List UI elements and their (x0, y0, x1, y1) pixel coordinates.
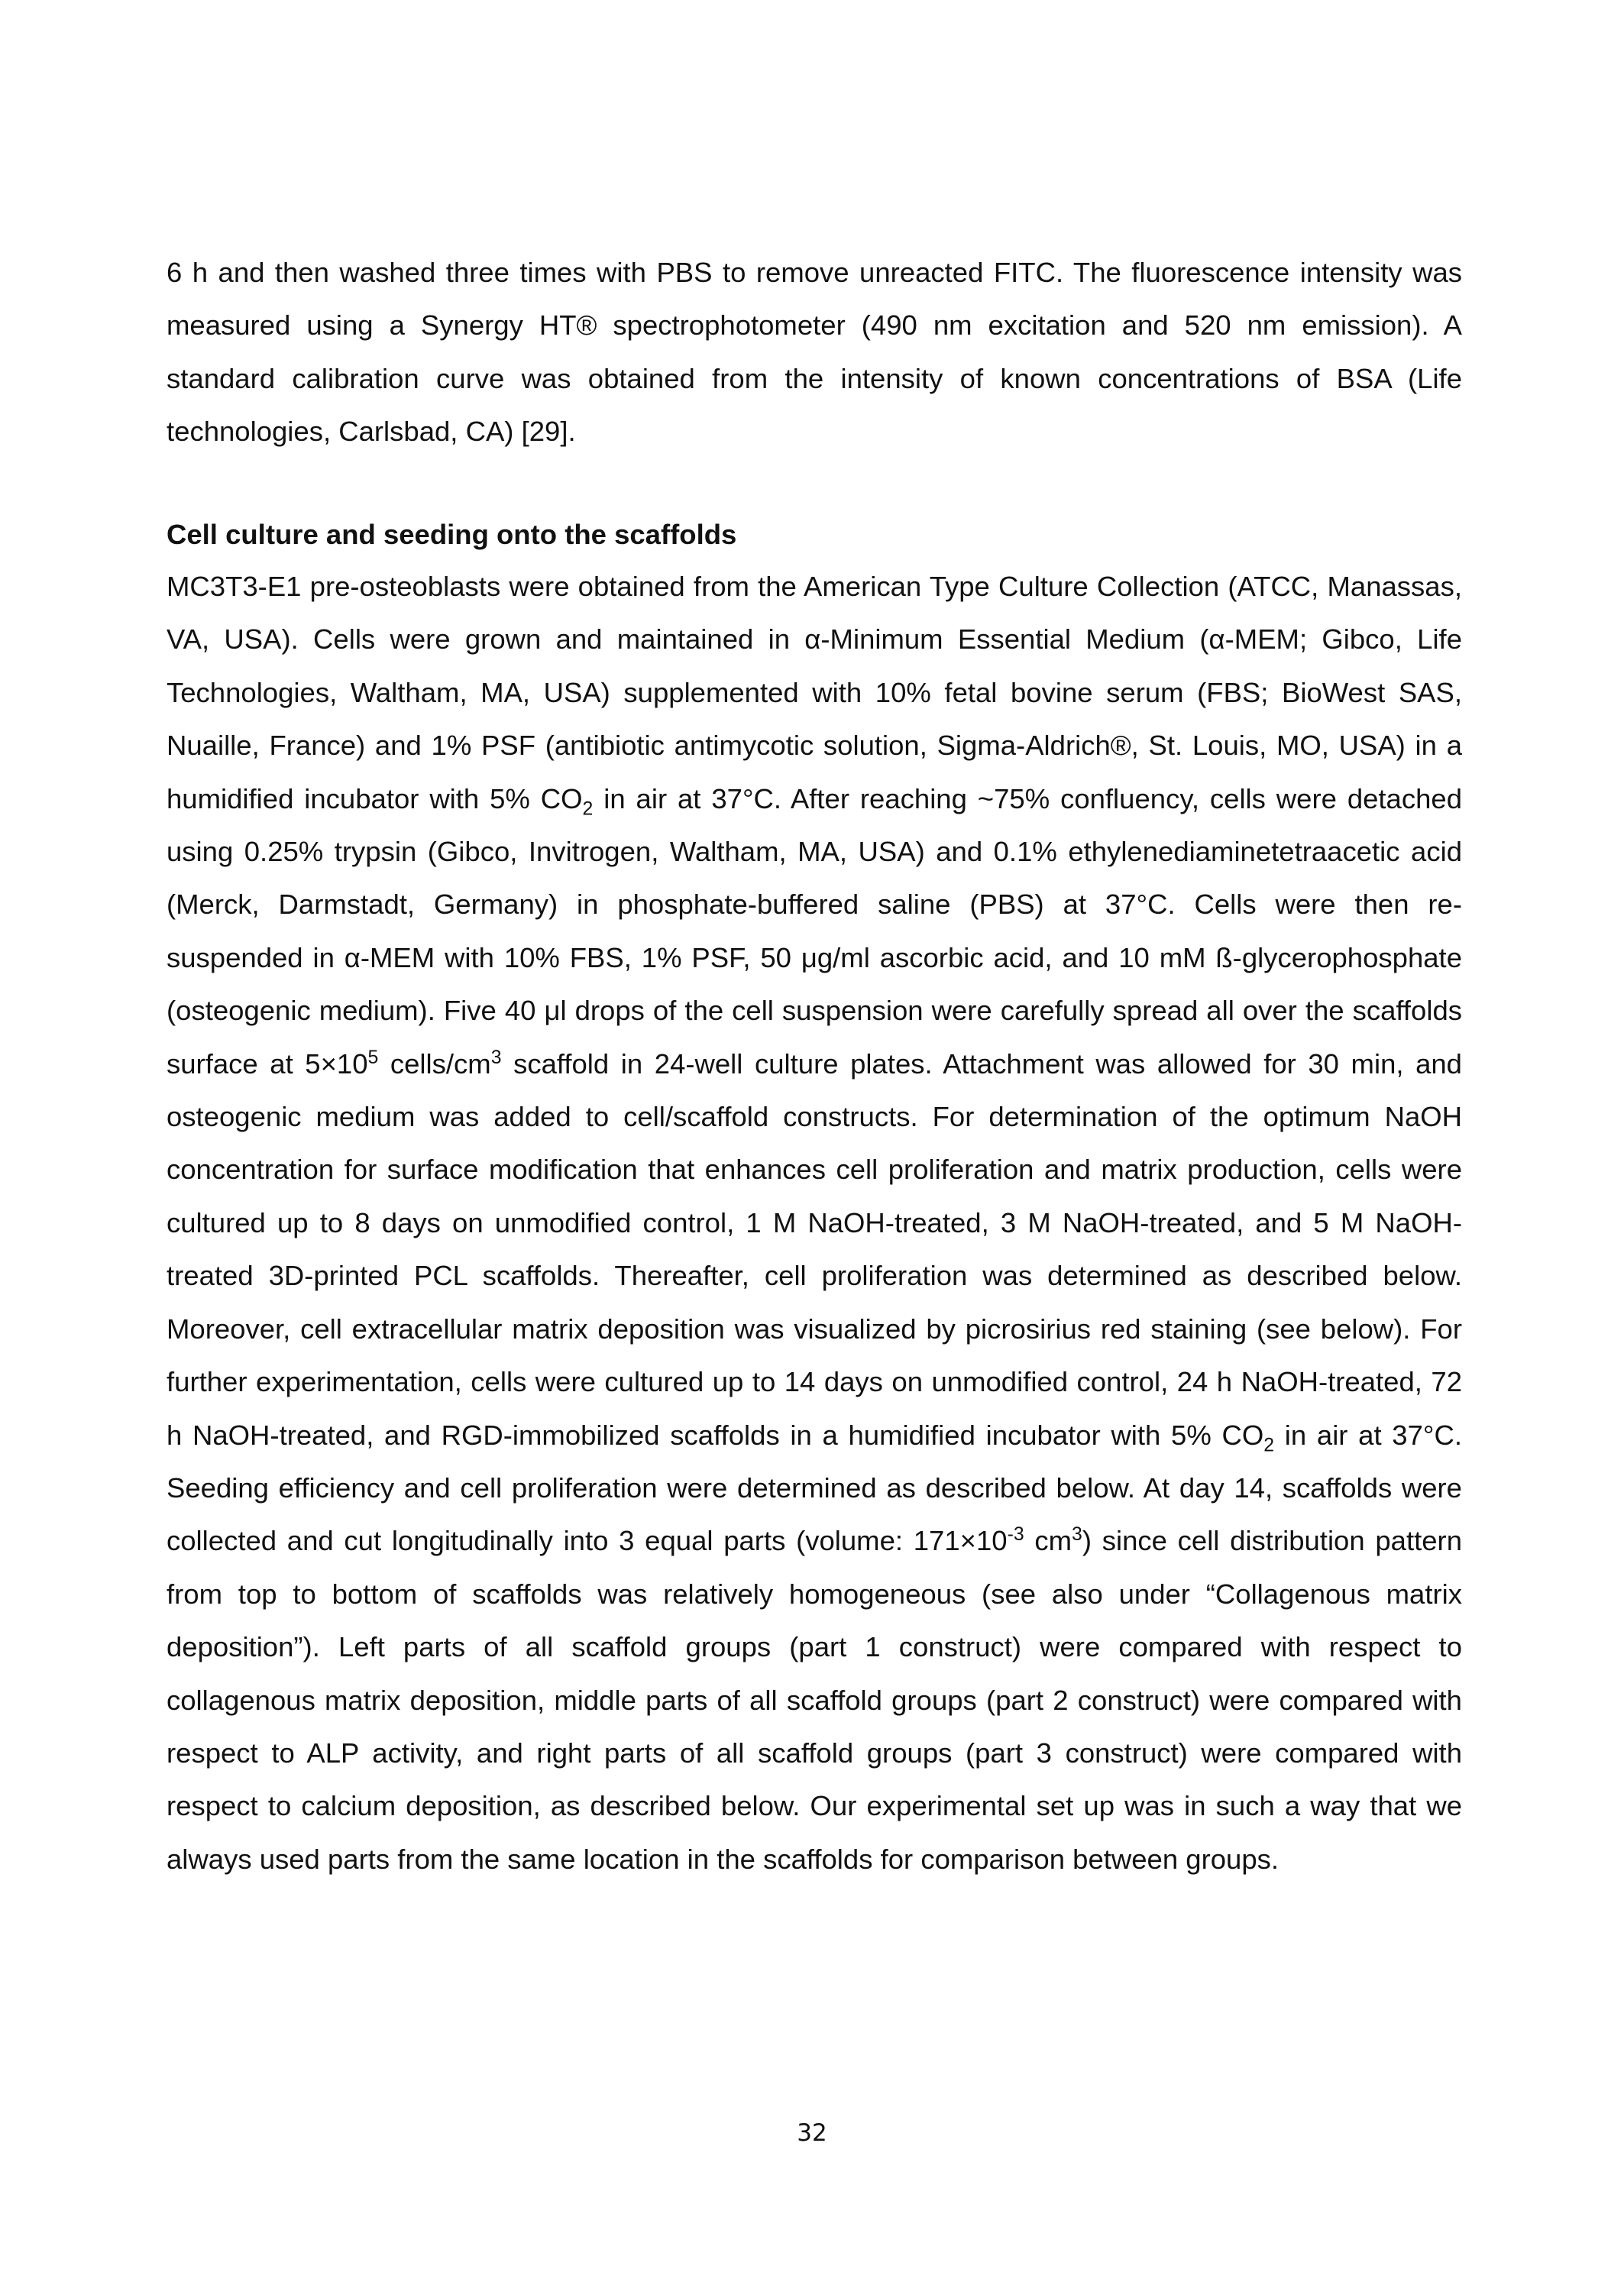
text-run: cells/cm (378, 1047, 491, 1080)
text-run: scaffold in 24-well culture plates. Attachment was allowed for 30 min, and osteogenic medium was added to cell/scaffold constructs. For determination of the optimum NaOH concentration for surface modification that enhances cell proliferation and matrix production, cells were cultured up to 8 days on unmodified control, 1 M NaOH-treated, 3 M NaOH-treated, and 5 M NaOH-treated 3D-printed PCL scaffolds. Thereafter, cell proliferation was determined as described below. Moreover, cell extracellular matrix deposition was visualized by picrosirius red staining (see below). For further experimentation, cells were cultured up to 14 days on unmodified control, 24 h NaOH-treated, 72 h NaOH-treated, and RGD-immobilized scaffolds in a humidified incubator with 5% CO (167, 1047, 1462, 1451)
paragraph-fitc-measurement: 6 h and then washed three times with PBS to remove unreacted FITC. The fluorescence intensity was measured using a Synergy HT® spectrophotometer (490 nm excitation and 520 nm emission). A standard calibration curve was obtained from the intensity of known concentrations of BSA (Life technologies, Carlsbad, CA) [29]. (167, 257, 1462, 448)
text-run: in air at 37°C. Seeding efficiency and cell proliferation were determined as described below. At day 14, scaffolds were collected and cut longitudinally into 3 equal parts (volume: 171×10 (167, 1419, 1462, 1557)
superscript: 3 (1072, 1524, 1082, 1546)
page-number: 32 (797, 2119, 827, 2147)
text-run: MC3T3-E1 pre-osteoblasts were obtained from the American Type Culture Collection (ATCC, Manassas, VA, USA). Cells were grown and maintained in α-Minimum Essential Medium (α-MEM; Gibco, Life Technologies, Waltham, MA, USA) supplemented with 10% fetal bovine serum (FBS; BioWest SAS, Nuaille, France) and 1% PSF (antibiotic antimycotic solution, Sigma-Aldrich®, St. Louis, MO, USA) in a humidified incubator with 5% CO (167, 571, 1462, 814)
section-heading-cell-culture: Cell culture and seeding onto the scaffolds (167, 519, 737, 550)
text-run: cm (1024, 1525, 1072, 1557)
superscript: -3 (1007, 1524, 1024, 1546)
text-run: ) since cell distribution pattern from top to bottom of scaffolds was relatively homogeneous (see also under “Collagenous matrix deposition”). Left parts of all scaffold groups (part 1 construct) were compared with respect to collagenous matrix deposition, middle parts of all scaffold groups (part 2 construct) were compared with respect to ALP activity, and right parts of all scaffold groups (part 3 construct) were compared with respect to calcium deposition, as described below. Our experimental set up was in such a way that we always used parts from the same location in the scaffolds for comparison between groups. (167, 1525, 1463, 1875)
superscript: 3 (490, 1047, 502, 1068)
text-run: in air at 37°C. After reaching ~75% confluency, cells were detached using 0.25% trypsin (Gibco, Invitrogen, Waltham, MA, USA) and 0.1% ethylenediaminetetraacetic acid (Merck, Darmstadt, Germany) in phosphate-buffered saline (PBS) at 37°C. Cells were then re-suspended in α-MEM with 10% FBS, 1% PSF, 50 μg/ml ascorbic acid, and 10 mM ß-glycerophosphate (osteogenic medium). Five 40 μl drops of the cell suspension were carefully spread all over the scaffolds surface at 5×10 (167, 782, 1463, 1080)
subscript: 2 (1263, 1434, 1275, 1455)
subscript: 2 (582, 798, 594, 819)
paragraph-cell-culture (167, 560, 1462, 1886)
superscript: 5 (367, 1047, 379, 1068)
